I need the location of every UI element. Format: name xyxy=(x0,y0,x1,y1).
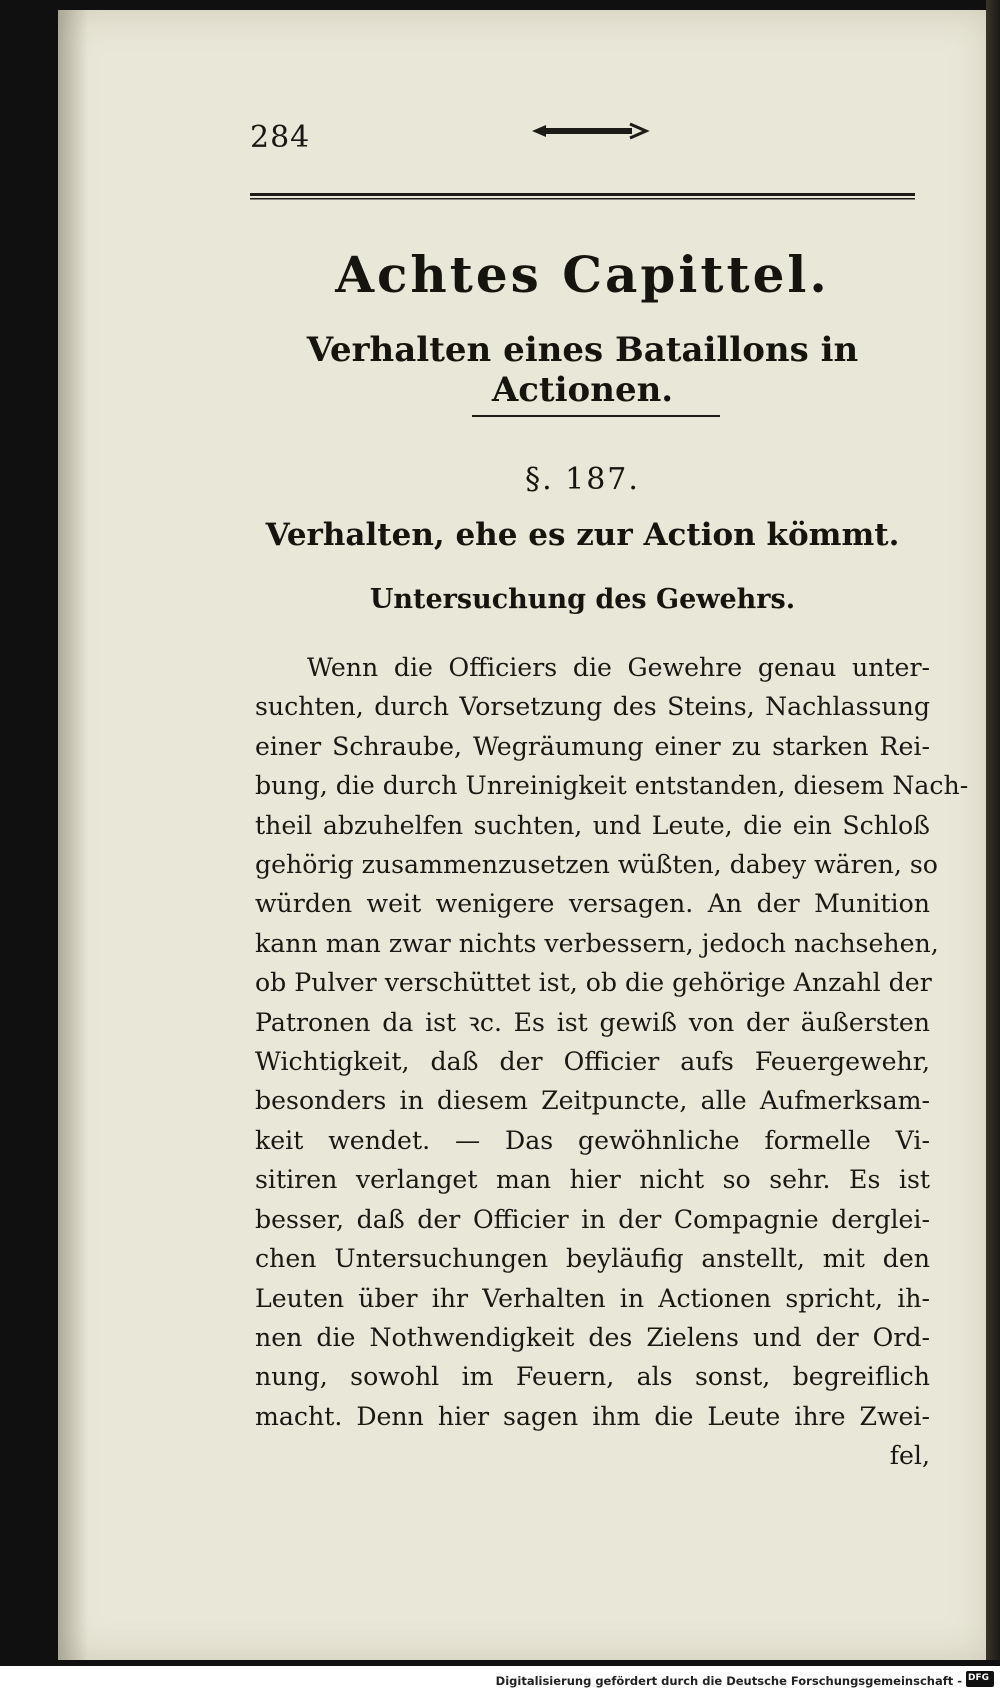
text-line: besonders in diesem Zeitpuncte, alle Aufmerksam- xyxy=(255,1086,930,1116)
text-line: suchten, durch Vorsetzung des Steins, Nachlassung xyxy=(255,692,930,722)
text-line: Leuten über ihr Verhalten in Actionen spricht, ih- xyxy=(255,1283,930,1313)
subheading: Untersuchung des Gewehrs. xyxy=(369,584,796,615)
text-line: kann man zwar nichts verbessern, jedoch nachsehen, xyxy=(255,928,939,958)
chapter-title: Achtes Capittel. xyxy=(335,245,830,304)
catchword: fel, xyxy=(889,1441,930,1471)
text-line: macht. Denn hier sagen ihm die Leute ihre Zwei- xyxy=(255,1401,930,1431)
text-line: Wichtigkeit, daß der Officier aufs Feuergewehr, xyxy=(255,1047,930,1077)
page-number: 284 xyxy=(250,120,311,155)
text-line: chen Untersuchungen beyläufig anstellt, mit den xyxy=(255,1244,930,1274)
section-heading: Verhalten, ehe es zur Action kömmt. xyxy=(265,517,900,553)
text-line: Wenn die Officiers die Gewehre genau unter- xyxy=(307,653,930,682)
text-line: einer Schraube, Wegräumung einer zu starken Rei- xyxy=(255,731,930,761)
text-line: bung, die durch Unreinigkeit entstanden, diesem Nach- xyxy=(255,771,969,801)
text-line: besser, daß der Officier in der Compagnie derglei- xyxy=(255,1204,930,1234)
logo-text: DFG xyxy=(968,1673,990,1683)
text-line: theil abzuhelfen suchten, und Leute, die ein Schloß xyxy=(255,810,930,840)
ornament-arrow xyxy=(530,122,650,140)
header-rule xyxy=(250,192,915,202)
text-line: ob Pulver verschüttet ist, ob die gehörige Anzahl der xyxy=(255,968,932,998)
text-line: Patronen da ist ꝛc. Es ist gewiß von der äußersten xyxy=(255,1007,930,1037)
text-line: keit wendet. — Das gewöhnliche formelle Vi- xyxy=(255,1125,930,1155)
section-number: §. 187. xyxy=(525,462,640,497)
text-line: gehörig zusammenzusetzen wüßten, dabey wären, so xyxy=(255,850,938,880)
body-paragraph xyxy=(255,648,969,1476)
spine-shadow xyxy=(58,10,88,1660)
text-line: würden weit wenigere versagen. An der Munition xyxy=(255,889,930,919)
text-line: nung, sowohl im Feuern, als sonst, begreiflich xyxy=(255,1362,930,1392)
chapter-subtitle: Verhalten eines Bataillons in Actionen. xyxy=(306,330,859,410)
page-edge xyxy=(986,0,1000,1660)
divider xyxy=(472,415,720,417)
dfg-logo-icon xyxy=(966,1671,994,1687)
text-line: nen die Nothwendigkeit des Zielens und der Ord- xyxy=(255,1322,930,1352)
footer-credit: Digitalisierung gefördert durch die Deutsche Forschungsgemeinschaft - xyxy=(495,1674,962,1688)
footer-bar xyxy=(0,1666,1000,1696)
text-line: sitiren verlanget man hier nicht so sehr. Es ist xyxy=(255,1165,930,1195)
